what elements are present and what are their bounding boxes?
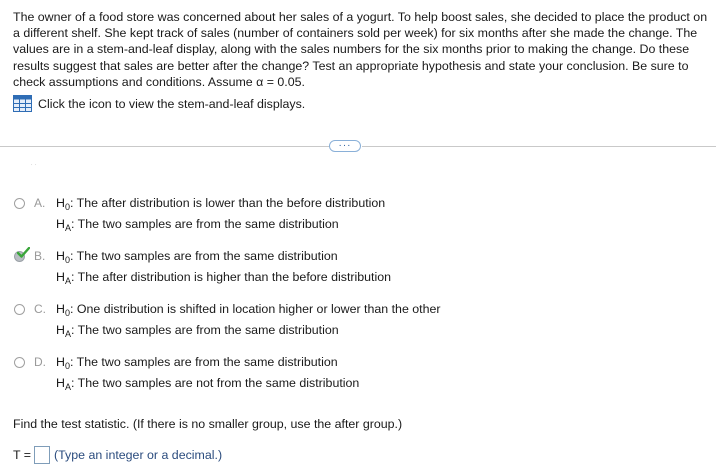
radio-a[interactable] bbox=[14, 198, 25, 209]
null-hypothesis: $H_0$: The after distribution is lower than the before distribution bbox=[56, 196, 386, 212]
table-icon[interactable] bbox=[13, 95, 32, 112]
option-letter: C. bbox=[34, 302, 46, 316]
stem-leaf-link[interactable] bbox=[13, 95, 305, 112]
divider bbox=[362, 146, 716, 147]
cut-off-text: ˑˑ bbox=[30, 161, 39, 173]
alt-hypothesis: $H_A$: The two samples are from the same distribution bbox=[56, 217, 339, 233]
problem-text: The owner of a food store was concerned about her sales of a yogurt. To help boost sales, she decided to place the product on a different shelf. She kept track of sales (number of containers sold per week) for six months after she made the change. The values are in a stem-and-leaf display, along with the sales numbers for the six months prior to making the change. Do these results suggest that sales are better after the change? Test an appropriate hypothesis and state your conclusion. Be sure to check assumptions and conditions. Assume α = 0.05. bbox=[13, 10, 708, 89]
answer-hint: (Type an integer or a decimal.) bbox=[54, 448, 223, 462]
divider bbox=[0, 146, 330, 147]
alt-hypothesis: $H_A$: The two samples are from the same distribution bbox=[56, 323, 339, 339]
option-letter: A. bbox=[34, 196, 46, 210]
answer-row bbox=[13, 446, 222, 464]
radio-d[interactable] bbox=[14, 357, 25, 368]
answer-label: T = bbox=[13, 448, 32, 462]
question-text: Find the test statistic. (If there is no smaller group, use the after group.) bbox=[13, 417, 403, 431]
checkmark-icon bbox=[17, 247, 30, 258]
stem-leaf-link-text[interactable]: Click the icon to view the stem-and-leaf displays. bbox=[38, 96, 306, 111]
option-letter: B. bbox=[34, 249, 46, 263]
null-hypothesis: $H_0$: The two samples are from the same distribution bbox=[56, 355, 338, 371]
null-hypothesis: $H_0$: The two samples are from the same distribution bbox=[56, 249, 338, 265]
alt-hypothesis: $H_A$: The after distribution is higher than the before distribution bbox=[56, 270, 392, 286]
alt-hypothesis: $H_A$: The two samples are not from the same distribution bbox=[56, 376, 360, 392]
test-statistic-input[interactable] bbox=[34, 446, 50, 464]
null-hypothesis: $H_0$: One distribution is shifted in location higher or lower than the other bbox=[56, 302, 441, 318]
expand-more-button[interactable]: ··· bbox=[329, 140, 361, 152]
radio-c[interactable] bbox=[14, 304, 25, 315]
option-letter: D. bbox=[34, 355, 46, 369]
